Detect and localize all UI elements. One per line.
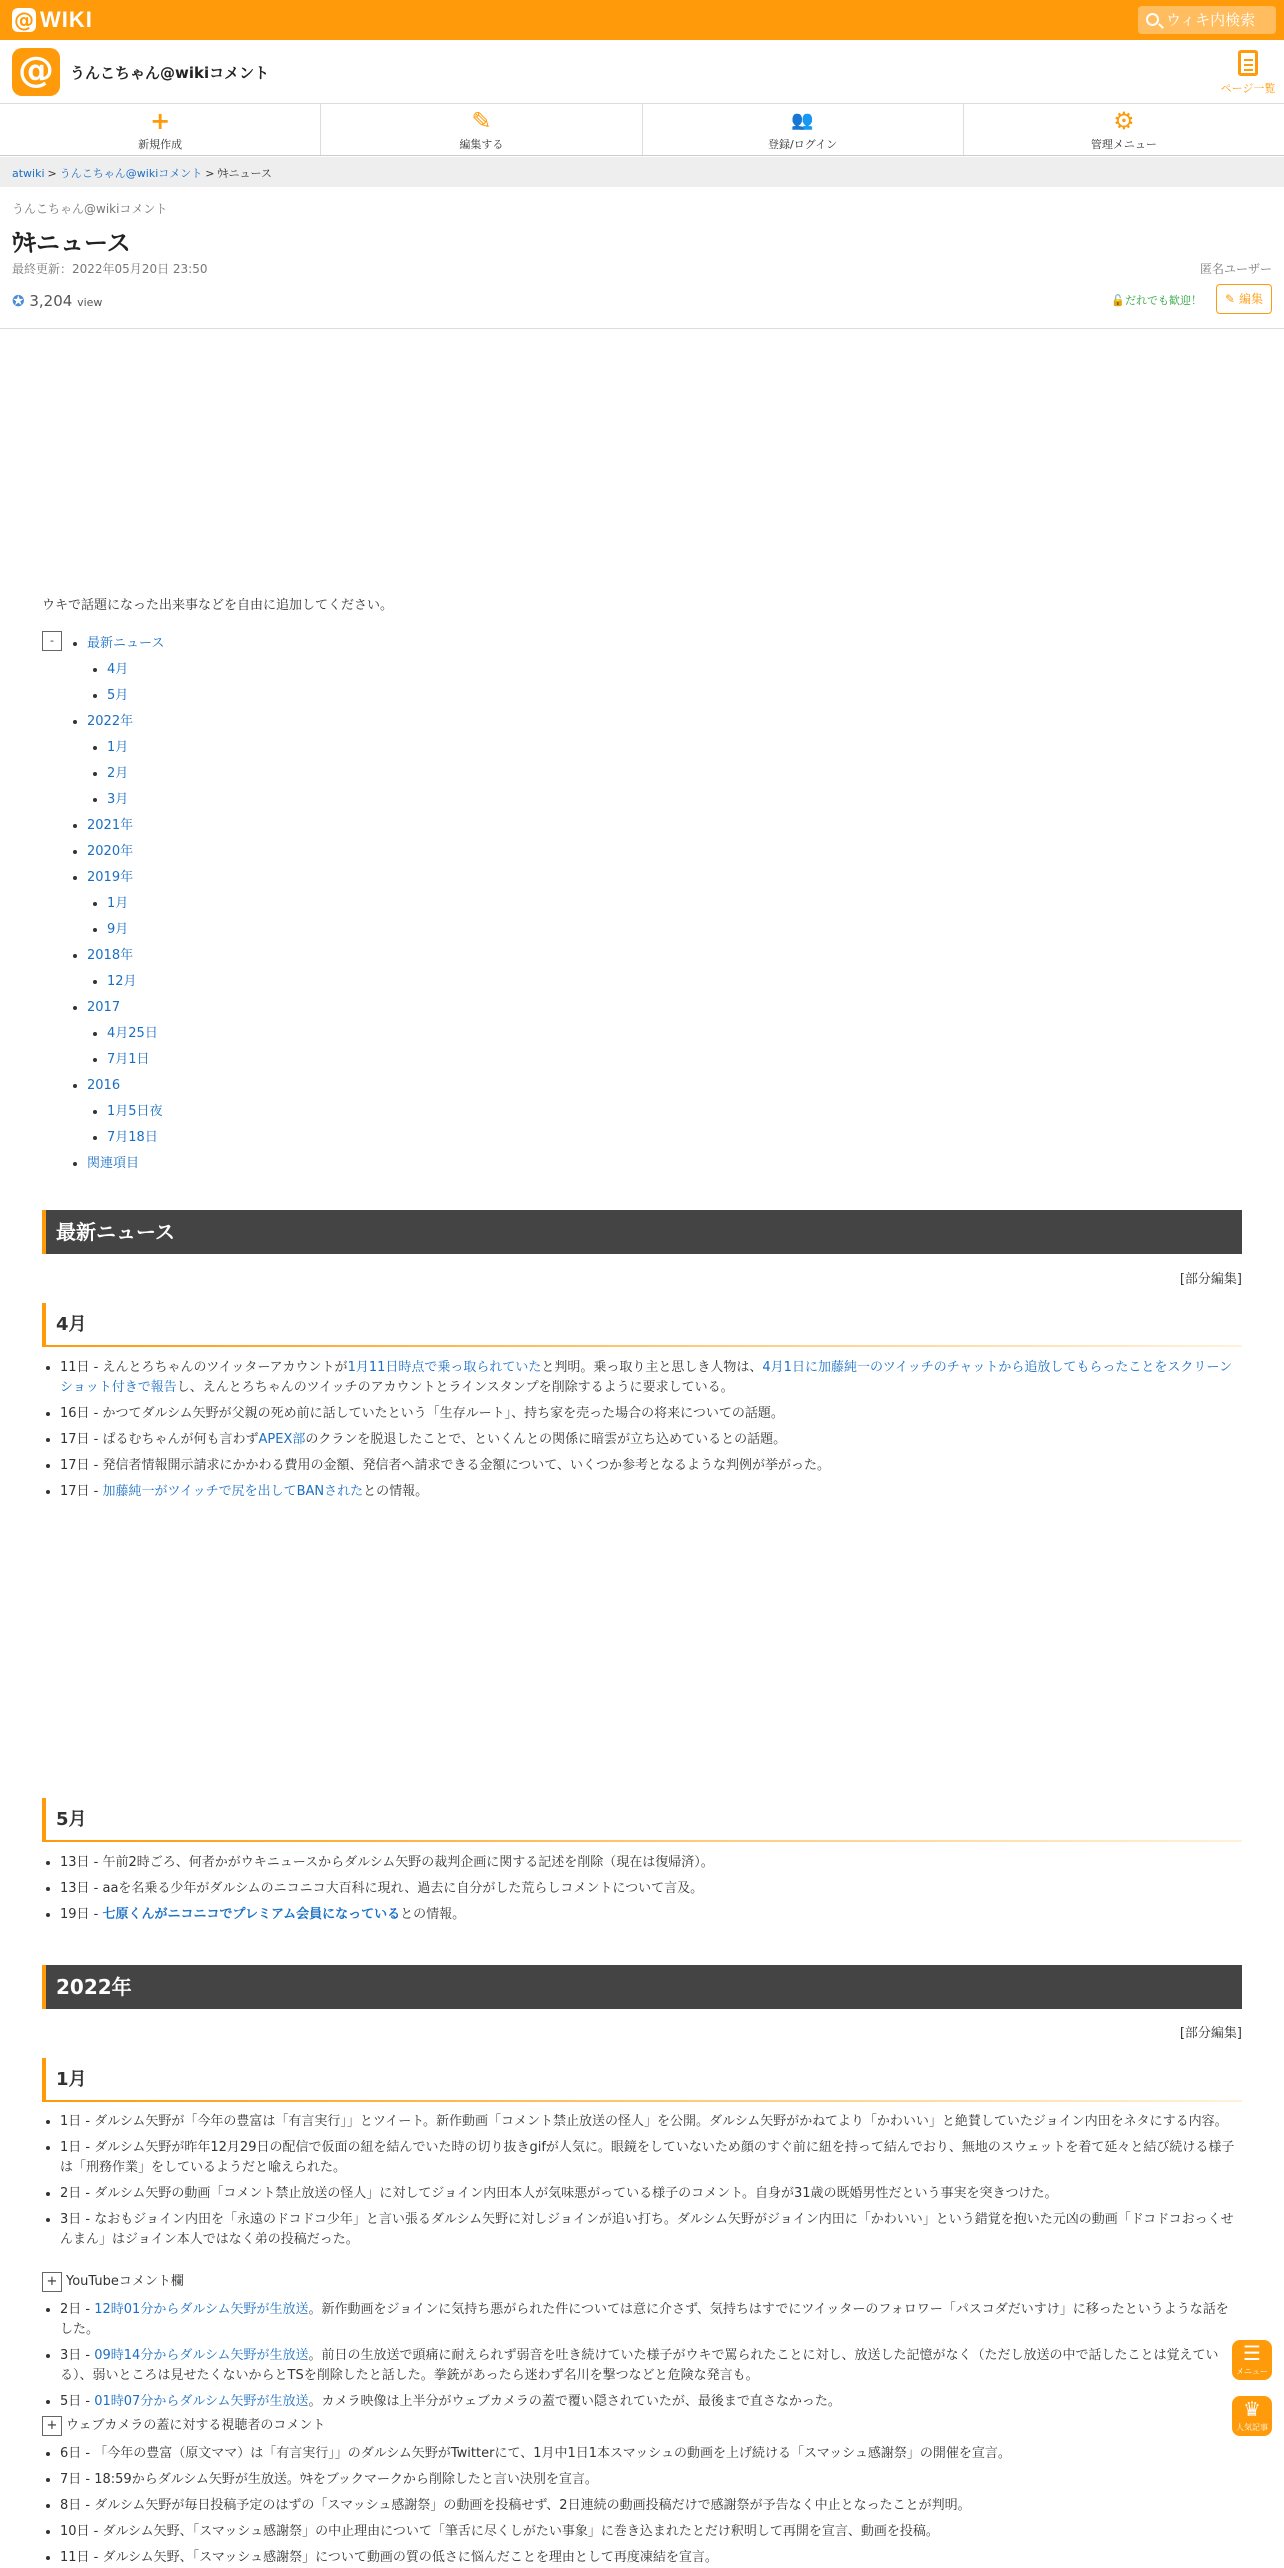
item-link[interactable]: 12時01分からダルシム矢野が生放送 bbox=[94, 2302, 309, 2317]
item-text: 16日 - かつてダルシム矢野が父親の死め前に話していたという「生存ルート」、持ち家を売った場合の将来についての話題。 bbox=[60, 1406, 784, 1421]
nav-label: 編集する bbox=[459, 138, 504, 151]
list-item bbox=[60, 2346, 1240, 2386]
intro-text: ウキで話題になった出来事などを自由に追加してください。 bbox=[42, 598, 394, 613]
toc-link[interactable]: 4月25日 bbox=[107, 1026, 158, 1041]
list-item bbox=[60, 2138, 1240, 2178]
list-item bbox=[60, 2444, 1240, 2464]
popular-articles-button[interactable]: ♛ 人気記事 bbox=[1232, 2396, 1272, 2436]
list-item bbox=[60, 1404, 1240, 1424]
nav-admin-menu[interactable] bbox=[964, 104, 1284, 155]
toc-link[interactable]: 4月 bbox=[107, 662, 129, 677]
toc-subitem bbox=[107, 735, 1242, 761]
crown-icon: ♛ bbox=[1243, 2397, 1261, 2421]
list-item bbox=[60, 1456, 1240, 1476]
author-name: 匿名ユーザー bbox=[1199, 262, 1272, 276]
item-text: と判明。乗っ取り主と思しき人物は、 bbox=[541, 1360, 763, 1375]
list-item bbox=[60, 2470, 1240, 2490]
heading-april: 4月 bbox=[42, 1303, 1242, 1347]
toc-link[interactable]: 関連項目 bbox=[87, 1156, 140, 1171]
list-item bbox=[60, 2210, 1240, 2250]
toc-link[interactable]: 2017 bbox=[87, 1000, 121, 1015]
page-list-button[interactable] bbox=[1220, 48, 1276, 96]
edit-button[interactable]: ✎ 編集 bbox=[1216, 284, 1272, 314]
toc-sublist bbox=[107, 1099, 1242, 1151]
item-text: 13日 - 午前2時ごろ、何者かがウキニュースからダルシム矢野の裁判企画に関する記述を削除（現在は復帰済）。 bbox=[60, 1855, 714, 1870]
page-list-label: ページ一覧 bbox=[1220, 82, 1276, 95]
toc-link[interactable]: 2019年 bbox=[87, 870, 134, 885]
item-text: 5日 - bbox=[60, 2394, 95, 2409]
item-text: 17日 - bbox=[60, 1484, 103, 1499]
january-news-list-c bbox=[60, 2444, 1240, 2568]
item-text: 3日 - なおもジョイン内田を「永遠のドコドコ少年」と言い張るダルシム矢野に対しジョインが追い打ち。ダルシム矢野がジョイン内田に「かわいい」という錯覚を抱いた元凶の動画「ドコドコおっくせんまん」はジョイン本人ではなく弟の投稿だった。 bbox=[60, 2212, 1234, 2247]
list-item bbox=[60, 1358, 1240, 1398]
search-placeholder: ウィキ内検索 bbox=[1166, 11, 1256, 29]
toc-link[interactable]: 2016 bbox=[87, 1078, 121, 1093]
settings-icon: ⚙ bbox=[1113, 107, 1135, 135]
list-item bbox=[60, 2548, 1240, 2568]
top-bar bbox=[0, 0, 1284, 40]
lock-open-icon: 🔓 bbox=[1111, 294, 1125, 307]
item-link[interactable]: 七原くんがニコニコでプレミアム会員になっている bbox=[102, 1907, 401, 1922]
site-logo-icon[interactable]: @ bbox=[12, 48, 60, 96]
welcome-badge: 🔓だれでも歓迎！ bbox=[1111, 294, 1202, 307]
january-news-list-b bbox=[60, 2300, 1240, 2418]
plus-icon: + bbox=[150, 107, 171, 135]
toc-item bbox=[87, 839, 1242, 865]
toc-subitem bbox=[107, 917, 1242, 943]
item-text: 8日 - ダルシム矢野が毎日投稿予定のはずの「スマッシュ感謝祭」の動画を投稿せず、2日連続の動画投稿だけで感謝祭が予告なく中止となったことが判明。 bbox=[60, 2498, 971, 2513]
toc-link[interactable]: 1月 bbox=[107, 896, 129, 911]
item-text: 7日 - 18:59からダルシム矢野が生放送。ｳｷをブックマークから削除したと言い決別を宣言。 bbox=[60, 2472, 598, 2487]
toc-link[interactable]: 最新ニュース bbox=[87, 636, 165, 651]
toc-toggle-button[interactable]: - bbox=[42, 631, 62, 651]
list-item bbox=[60, 1905, 1240, 1925]
toc-subitem bbox=[107, 1099, 1242, 1125]
item-text: 。新作動画をジョインに気持ち悪がられた件については意に介さず、気持ちはすでにツイッターのフォロワー「パスコダだいすけ」に移ったというような話をした。 bbox=[60, 2302, 1229, 2337]
list-item bbox=[60, 1879, 1240, 1899]
item-text: 1日 - ダルシム矢野が昨年12月29日の配信で仮面の紐を結んでいた時の切り抜きgifが人気に。眼鏡をしていないため顔のすぐ前に紐を持って結んでおり、無地のスウェットを着て延々と結び続ける様子は「刑務作業」をしているようだと喩えられた。 bbox=[60, 2140, 1235, 2175]
list-item bbox=[60, 2496, 1240, 2516]
list-item bbox=[60, 2184, 1240, 2204]
toc-list bbox=[87, 631, 1242, 1177]
breadcrumb-current: ｳｷニュース bbox=[217, 167, 272, 180]
breadcrumb-site[interactable]: うんこちゃん@wikiコメント bbox=[59, 167, 203, 180]
january-news-list bbox=[60, 2112, 1240, 2256]
toc-item bbox=[87, 1073, 1242, 1151]
toc-sublist bbox=[107, 735, 1242, 813]
toc-sublist bbox=[107, 891, 1242, 943]
site-header bbox=[0, 40, 1284, 104]
item-text: 13日 - aaを名乗る少年がダルシムのニコニコ大百科に現れ、過去に自分がした荒らしコメントについて言及。 bbox=[60, 1881, 704, 1896]
expand-toggle: + bbox=[42, 2416, 62, 2436]
list-item bbox=[60, 1430, 1240, 1450]
april-news-list bbox=[60, 1358, 1240, 1508]
toc-link[interactable]: 7月1日 bbox=[107, 1052, 150, 1067]
toc-sublist bbox=[107, 969, 1242, 995]
item-text: 6日 - 「今年の豊富（原文ママ）は「有言実行」」のダルシム矢野がTwitterにて、1月中1日1本スマッシュの動画を上げ続ける「スマッシュ感謝祭」の開催を宣言。 bbox=[60, 2446, 1011, 2461]
item-text: 2日 - bbox=[60, 2302, 95, 2317]
item-text: 17日 - ぱるむちゃんが何も言わず bbox=[60, 1432, 259, 1447]
item-text: との情報。 bbox=[400, 1907, 466, 1922]
item-text: 3日 - bbox=[60, 2348, 95, 2363]
pencil-icon: ✎ bbox=[471, 107, 492, 135]
heading-2022: 2022年 bbox=[42, 1965, 1242, 2009]
toc-link[interactable]: 2月 bbox=[107, 766, 129, 781]
youtube-comments-fold[interactable]: + YouTubeコメント欄 bbox=[42, 2270, 184, 2292]
toc-link[interactable]: 2022年 bbox=[87, 714, 134, 729]
heading-latest-news: 最新ニュース bbox=[42, 1210, 1242, 1254]
toc-link[interactable]: 7月18日 bbox=[107, 1130, 158, 1145]
item-link[interactable]: APEX部 bbox=[258, 1432, 306, 1447]
toc-subitem bbox=[107, 683, 1242, 709]
partial-edit-link[interactable]: [部分編集] bbox=[1179, 2026, 1242, 2041]
list-item bbox=[60, 2392, 1240, 2412]
list-item bbox=[60, 2112, 1240, 2132]
toc-subitem bbox=[107, 891, 1242, 917]
list-item bbox=[60, 2300, 1240, 2340]
item-text: 11日 - えんとろちゃんのツイッターアカウントが bbox=[60, 1360, 348, 1375]
divider bbox=[0, 328, 1284, 329]
nav-label: 管理メニュー bbox=[1090, 138, 1157, 151]
toc-item bbox=[87, 1151, 1242, 1177]
toc-subitem bbox=[107, 657, 1242, 683]
may-news-list bbox=[60, 1853, 1240, 1931]
toc-sublist bbox=[107, 657, 1242, 709]
list-item bbox=[60, 2522, 1240, 2542]
last-updated: 最終更新：2022年05月20日 23:50 bbox=[12, 262, 208, 276]
award-icon: ✪ bbox=[12, 292, 25, 310]
item-text: 2日 - ダルシム矢野の動画「コメント禁止放送の怪人」に対してジョイン内田本人が気味悪がっている様子のコメント。自身が31歳の既婚男性だという事実を突きつけた。 bbox=[60, 2186, 1058, 2201]
item-text: 11日 - ダルシム矢野、「スマッシュ感謝祭」について動画の質の低さに悩んだことを理由として再度凍結を宣言。 bbox=[60, 2550, 718, 2565]
toc-item bbox=[87, 943, 1242, 995]
logo-text: WIKI bbox=[40, 7, 93, 32]
nav-label: 新規作成 bbox=[138, 138, 183, 151]
search-icon bbox=[1146, 13, 1159, 26]
toc-link[interactable]: 3月 bbox=[107, 792, 129, 807]
item-link[interactable]: 01時07分からダルシム矢野が生放送 bbox=[94, 2394, 309, 2409]
nav-label: 登録/ログイン bbox=[768, 138, 838, 151]
atwiki-logo[interactable] bbox=[12, 7, 93, 33]
breadcrumb: atwiki > うんこちゃん@wikiコメント > ｳｷニュース bbox=[0, 157, 1284, 187]
main-nav bbox=[0, 104, 1284, 156]
item-text: との情報。 bbox=[363, 1484, 429, 1499]
list-item bbox=[60, 1853, 1240, 1873]
toc-item bbox=[87, 709, 1242, 813]
toc-link[interactable]: 1月 bbox=[107, 740, 129, 755]
item-text: 10日 - ダルシム矢野、「スマッシュ感謝祭」の中止理由について「筆舌に尽くしがたい事象」に巻き込まれたとだけ釈明して再開を宣言、動画を投稿。 bbox=[60, 2524, 939, 2539]
item-text: 。カメラ映像は上半分がウェブカメラの蓋で覆い隠されていたが、最後まで直さなかった。 bbox=[308, 2394, 841, 2409]
page-header bbox=[12, 200, 1272, 310]
heading-may: 5月 bbox=[42, 1798, 1242, 1842]
toc-subitem bbox=[107, 1021, 1242, 1047]
page-content bbox=[42, 594, 1242, 1177]
item-text: 1日 - ダルシム矢野が「今年の豊富は「有言実行」」とツイート。新作動画「コメント禁止放送の怪人」を公開。ダルシム矢野がかねてより「かわいい」と絶賛していたジョイン内田をネタにする内容。 bbox=[60, 2114, 1228, 2129]
toc-subitem bbox=[107, 969, 1242, 995]
item-text: し、えんとろちゃんのツイッチのアカウントとラインスタンプを削除するように要求している。 bbox=[176, 1380, 734, 1395]
webcam-comments-fold[interactable]: + ウェブカメラの蓋に対する視聴者のコメント bbox=[42, 2414, 325, 2436]
toc-sublist bbox=[107, 1021, 1242, 1073]
pencil-icon: ✎ bbox=[1225, 292, 1236, 306]
toc-item bbox=[87, 995, 1242, 1073]
document-icon bbox=[1238, 50, 1258, 76]
item-text: 。前日の生放送で頭痛に耐えられず弱音を吐き続けていた様子がウキで罵られたことに対し、放送した記憶がなく（ただし放送の中で話したことは覚えている）、弱いところは見せたくないからとTSを削除したと話した。拳銃があったら迷わず名川を撃つなどと危険な発言も。 bbox=[60, 2348, 1219, 2383]
toc-subitem bbox=[107, 1047, 1242, 1073]
heading-january: 1月 bbox=[42, 2058, 1242, 2102]
item-text: のクランを脱退したことで、といくんとの関係に暗雲が立ち込めているとの話題。 bbox=[305, 1432, 787, 1447]
toc-subitem bbox=[107, 787, 1242, 813]
toc-item bbox=[87, 631, 1242, 709]
toc-link[interactable]: 9月 bbox=[107, 922, 129, 937]
search-input[interactable] bbox=[1138, 6, 1276, 34]
expand-toggle: + bbox=[42, 2272, 62, 2292]
item-link[interactable]: 4月1日に加藤純一のツイッチのチャットから追放してもらったことをスクリーンショット付きで報告 bbox=[60, 1360, 1233, 1395]
partial-edit-link[interactable]: [部分編集] bbox=[1179, 1272, 1242, 1287]
toc-link[interactable]: 2021年 bbox=[87, 818, 134, 833]
at-icon: @ bbox=[14, 8, 34, 32]
nav-edit[interactable] bbox=[321, 104, 642, 155]
table-of-contents bbox=[42, 631, 1242, 1177]
hamburger-icon: ☰ bbox=[1243, 2341, 1261, 2365]
toc-link[interactable]: 5月 bbox=[107, 688, 129, 703]
toc-link[interactable]: 2020年 bbox=[87, 844, 134, 859]
item-text: 17日 - 発信者情報開示請求にかかわる費用の金額、発信者へ請求できる金額について、いくつか参考となるような判例が挙がった。 bbox=[60, 1458, 830, 1473]
nav-new-page[interactable] bbox=[0, 104, 321, 155]
item-text: 19日 - bbox=[60, 1907, 103, 1922]
toc-item bbox=[87, 865, 1242, 943]
nav-login[interactable] bbox=[643, 104, 964, 155]
users-icon: 👥 bbox=[791, 110, 814, 131]
list-item bbox=[60, 1482, 1240, 1502]
toc-link[interactable]: 12月 bbox=[107, 974, 137, 989]
item-link[interactable]: 加藤純一がツイッチで尻を出してBANされた bbox=[102, 1484, 364, 1499]
toc-link[interactable]: 1月5日夜 bbox=[107, 1104, 163, 1119]
toc-item bbox=[87, 813, 1242, 839]
toc-subitem bbox=[107, 761, 1242, 787]
menu-button[interactable]: ☰ メニュー bbox=[1232, 2340, 1272, 2380]
breadcrumb-root[interactable]: atwiki bbox=[12, 167, 45, 180]
toc-link[interactable]: 2018年 bbox=[87, 948, 134, 963]
item-link[interactable]: 1月11日時点で乗っ取られていた bbox=[347, 1360, 542, 1375]
view-count: ✪ 3,204 view bbox=[12, 292, 103, 310]
page-site-name: うんこちゃん@wikiコメント bbox=[12, 202, 168, 216]
page-title: ｳｷニュース bbox=[12, 229, 131, 257]
item-link[interactable]: 09時14分からダルシム矢野が生放送 bbox=[94, 2348, 309, 2363]
site-name[interactable]: うんこちゃん@wikiコメント bbox=[70, 64, 270, 82]
toc-subitem bbox=[107, 1125, 1242, 1151]
